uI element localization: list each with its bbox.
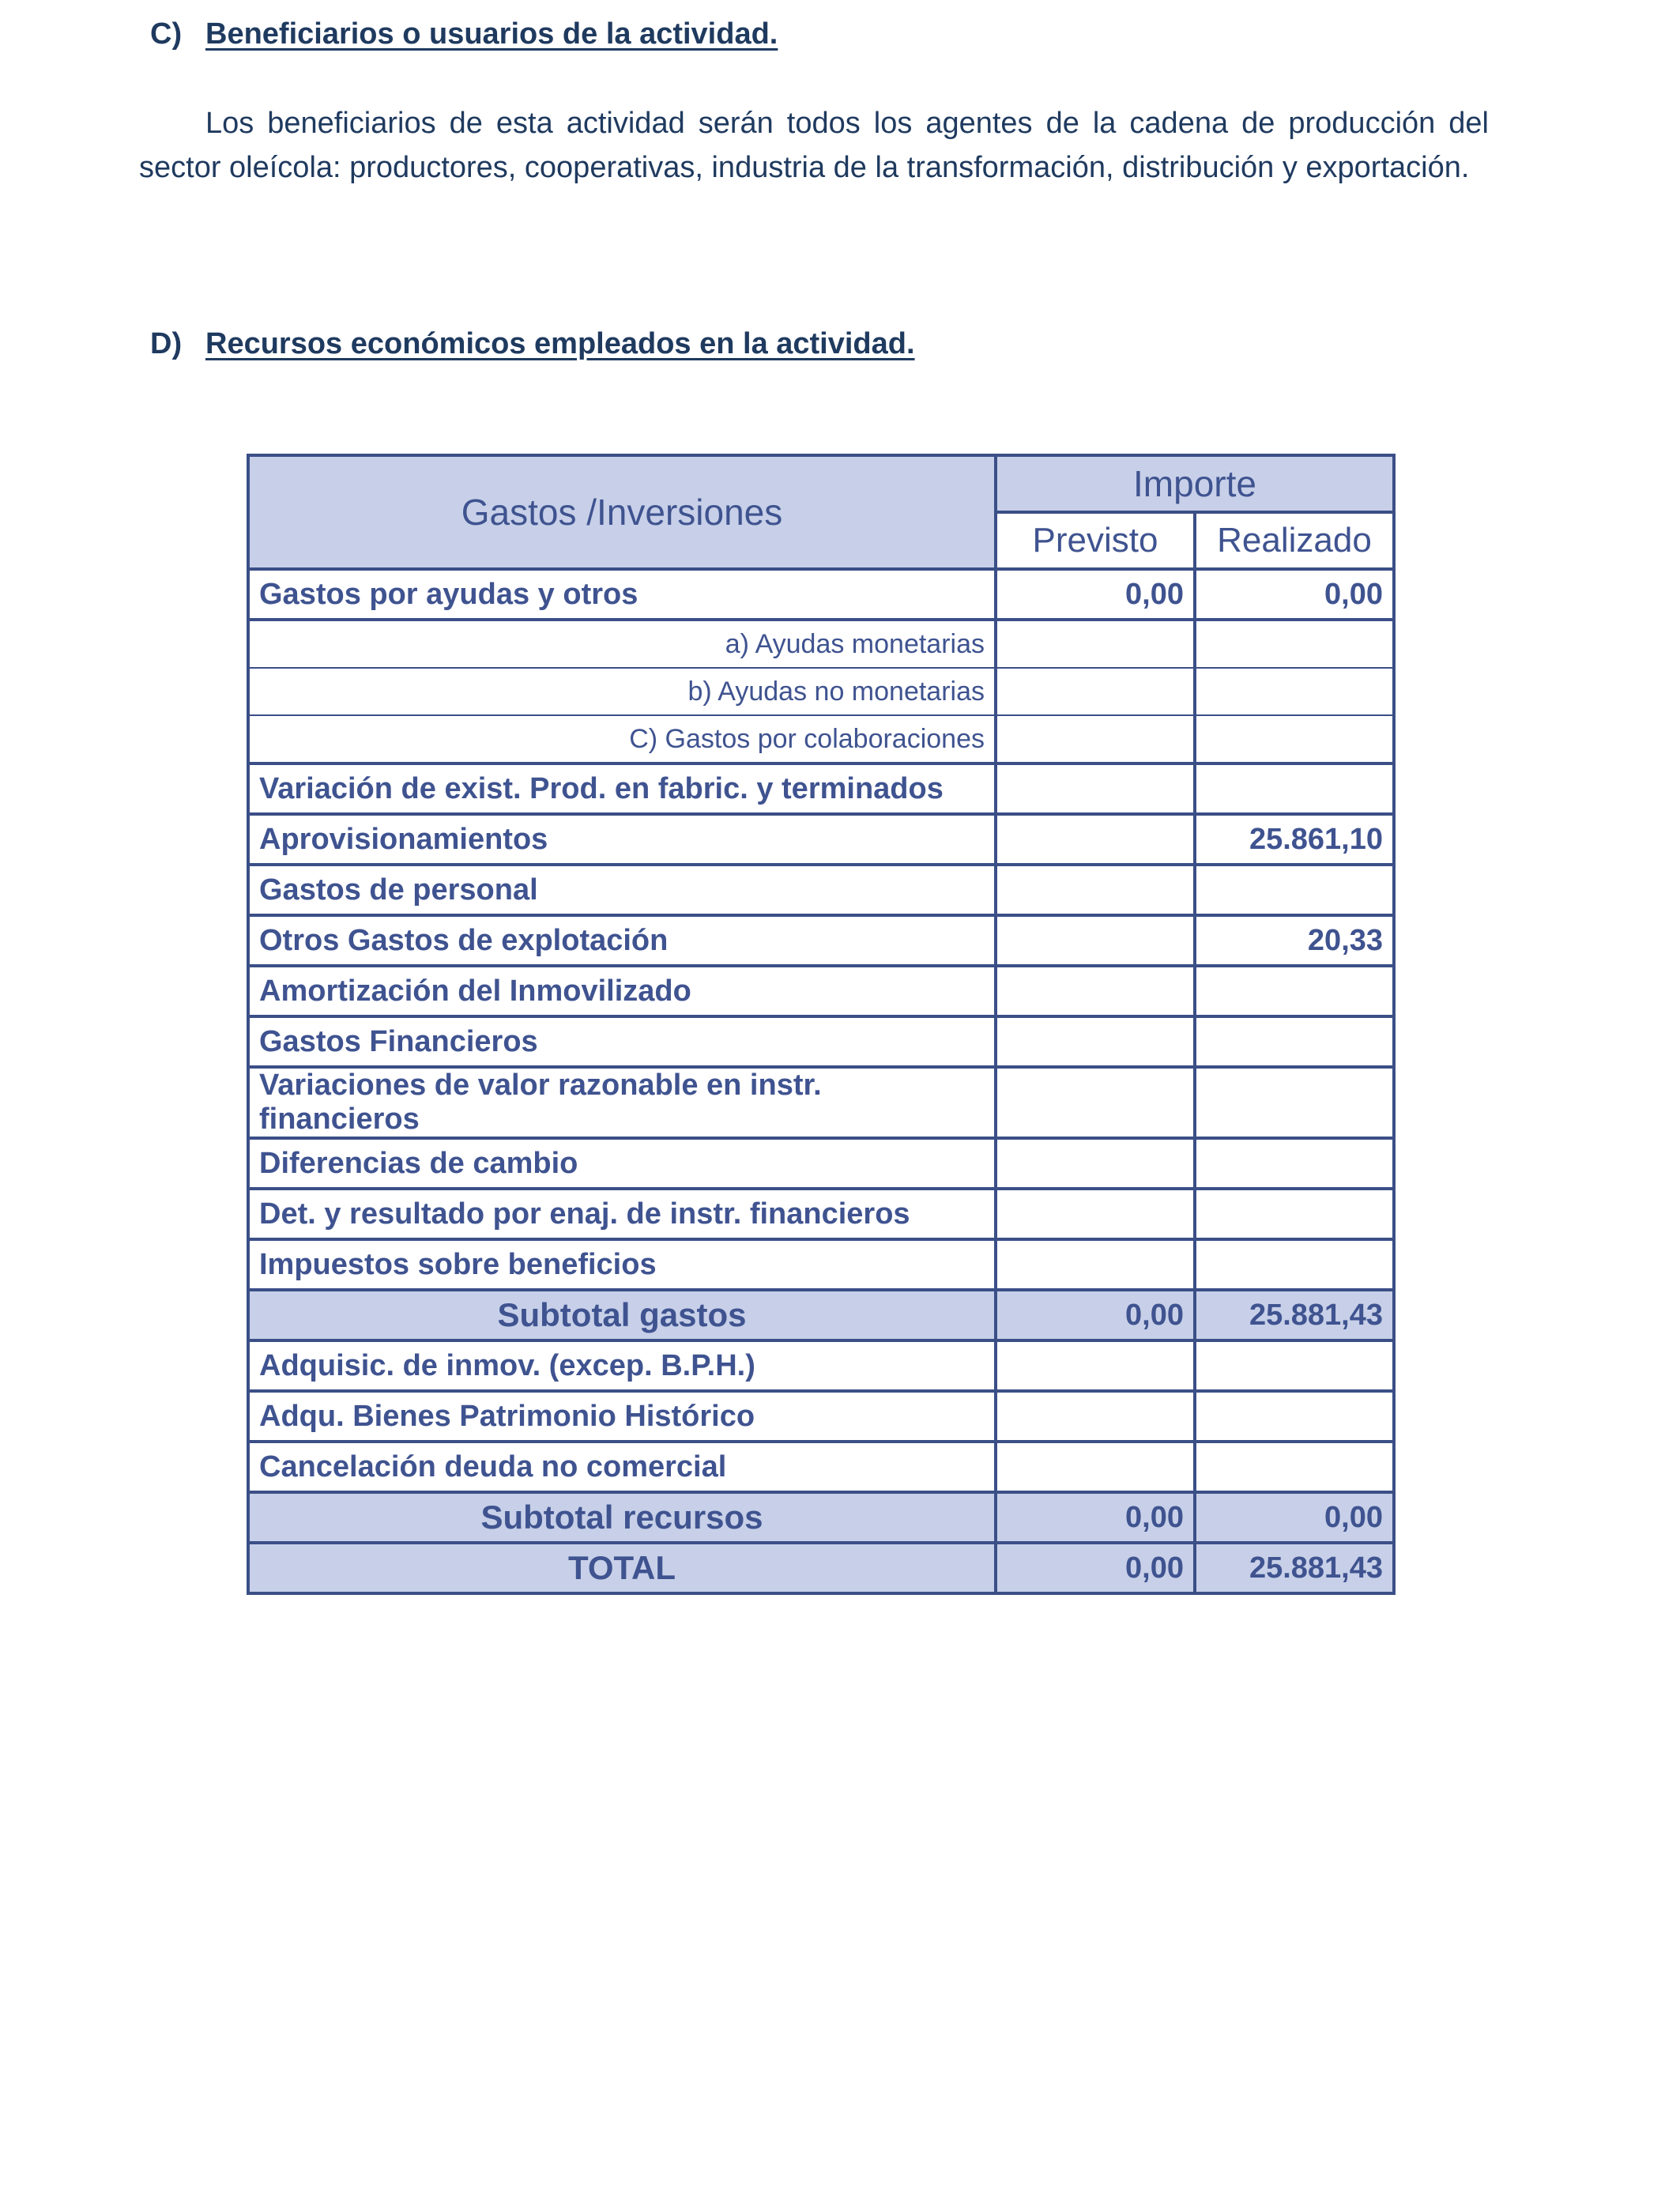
row-previsto bbox=[996, 715, 1195, 763]
table-row bbox=[248, 569, 1394, 620]
table-row bbox=[248, 1138, 1394, 1189]
row-previsto: 0,00 bbox=[996, 1290, 1195, 1340]
row-label: TOTAL bbox=[248, 1543, 996, 1593]
table-row bbox=[248, 915, 1394, 966]
row-label: Variación de exist. Prod. en fabric. y terminados bbox=[248, 763, 996, 814]
row-label: Adqu. Bienes Patrimonio Histórico bbox=[248, 1391, 996, 1442]
row-label: Impuestos sobre beneficios bbox=[248, 1239, 996, 1290]
row-realizado bbox=[1195, 966, 1394, 1016]
row-realizado bbox=[1195, 763, 1394, 814]
row-label: Gastos Financieros bbox=[248, 1016, 996, 1067]
table-row bbox=[248, 668, 1394, 715]
row-label: Gastos de personal bbox=[248, 865, 996, 915]
table-row bbox=[248, 814, 1394, 865]
row-previsto bbox=[996, 1016, 1195, 1067]
row-previsto bbox=[996, 1239, 1195, 1290]
row-previsto: 0,00 bbox=[996, 1543, 1195, 1593]
row-label: Otros Gastos de explotación bbox=[248, 915, 996, 966]
section-c-letter: C) bbox=[150, 17, 183, 51]
table-row bbox=[248, 1391, 1394, 1442]
row-label: a) Ayudas monetarias bbox=[248, 620, 996, 668]
row-realizado bbox=[1195, 1067, 1394, 1138]
table-row bbox=[248, 1016, 1394, 1067]
row-realizado: 25.881,43 bbox=[1195, 1290, 1394, 1340]
row-previsto bbox=[996, 763, 1195, 814]
header-gastos-inversiones: Gastos /Inversiones bbox=[248, 455, 996, 569]
row-previsto bbox=[996, 814, 1195, 865]
header-realizado: Realizado bbox=[1195, 512, 1394, 569]
row-realizado: 0,00 bbox=[1195, 569, 1394, 620]
total-row bbox=[248, 1543, 1394, 1593]
row-realizado bbox=[1195, 620, 1394, 668]
header-importe: Importe bbox=[996, 455, 1394, 512]
row-label: Aprovisionamientos bbox=[248, 814, 996, 865]
row-label: Variaciones de valor razonable en instr. financieros bbox=[248, 1067, 996, 1138]
table-row bbox=[248, 1239, 1394, 1290]
resources-table bbox=[247, 454, 1396, 1595]
table-row bbox=[248, 715, 1394, 763]
row-realizado: 0,00 bbox=[1195, 1492, 1394, 1543]
row-label: Subtotal recursos bbox=[248, 1492, 996, 1543]
row-realizado bbox=[1195, 1189, 1394, 1239]
table-row bbox=[248, 763, 1394, 814]
table-row bbox=[248, 1340, 1394, 1391]
row-realizado bbox=[1195, 668, 1394, 715]
row-realizado bbox=[1195, 865, 1394, 915]
row-realizado bbox=[1195, 1138, 1394, 1189]
row-realizado: 25.881,43 bbox=[1195, 1543, 1394, 1593]
table-row bbox=[248, 1189, 1394, 1239]
section-d-heading bbox=[150, 327, 915, 361]
row-label: Diferencias de cambio bbox=[248, 1138, 996, 1189]
row-previsto bbox=[996, 966, 1195, 1016]
row-realizado bbox=[1195, 1340, 1394, 1391]
table-row bbox=[248, 966, 1394, 1016]
row-previsto bbox=[996, 1189, 1195, 1239]
row-previsto bbox=[996, 1138, 1195, 1189]
row-realizado bbox=[1195, 1442, 1394, 1492]
row-label: C) Gastos por colaboraciones bbox=[248, 715, 996, 763]
row-realizado bbox=[1195, 1016, 1394, 1067]
row-label: Det. y resultado por enaj. de instr. financieros bbox=[248, 1189, 996, 1239]
row-realizado bbox=[1195, 715, 1394, 763]
row-previsto bbox=[996, 915, 1195, 966]
section-c-title: Beneficiarios o usuarios de la actividad. bbox=[205, 17, 778, 51]
section-c-paragraph: Los beneficiarios de esta actividad serán todos los agentes de la cadena de producción del sector oleícola: productores, cooperativas, industria de la transformación, distribución y exportación. bbox=[139, 107, 1489, 184]
row-label: Cancelación deuda no comercial bbox=[248, 1442, 996, 1492]
table-row bbox=[248, 865, 1394, 915]
row-previsto bbox=[996, 668, 1195, 715]
section-c-heading bbox=[150, 17, 778, 51]
row-realizado bbox=[1195, 1391, 1394, 1442]
row-previsto bbox=[996, 1391, 1195, 1442]
header-previsto: Previsto bbox=[996, 512, 1195, 569]
row-realizado: 25.861,10 bbox=[1195, 814, 1394, 865]
row-previsto bbox=[996, 1340, 1195, 1391]
row-label: b) Ayudas no monetarias bbox=[248, 668, 996, 715]
row-previsto bbox=[996, 1067, 1195, 1138]
section-d-letter: D) bbox=[150, 327, 183, 360]
subtotal-gastos-row bbox=[248, 1290, 1394, 1340]
table-row bbox=[248, 1067, 1394, 1138]
row-previsto: 0,00 bbox=[996, 1492, 1195, 1543]
row-previsto: 0,00 bbox=[996, 569, 1195, 620]
row-previsto bbox=[996, 1442, 1195, 1492]
row-realizado: 20,33 bbox=[1195, 915, 1394, 966]
row-previsto bbox=[996, 620, 1195, 668]
row-label: Subtotal gastos bbox=[248, 1290, 996, 1340]
table-row bbox=[248, 620, 1394, 668]
table-row bbox=[248, 1442, 1394, 1492]
row-realizado bbox=[1195, 1239, 1394, 1290]
row-previsto bbox=[996, 865, 1195, 915]
row-label: Adquisic. de inmov. (excep. B.P.H.) bbox=[248, 1340, 996, 1391]
row-label: Amortización del Inmovilizado bbox=[248, 966, 996, 1016]
row-label: Gastos por ayudas y otros bbox=[248, 569, 996, 620]
subtotal-recursos-row bbox=[248, 1492, 1394, 1543]
section-d-title: Recursos económicos empleados en la actividad. bbox=[205, 327, 915, 360]
